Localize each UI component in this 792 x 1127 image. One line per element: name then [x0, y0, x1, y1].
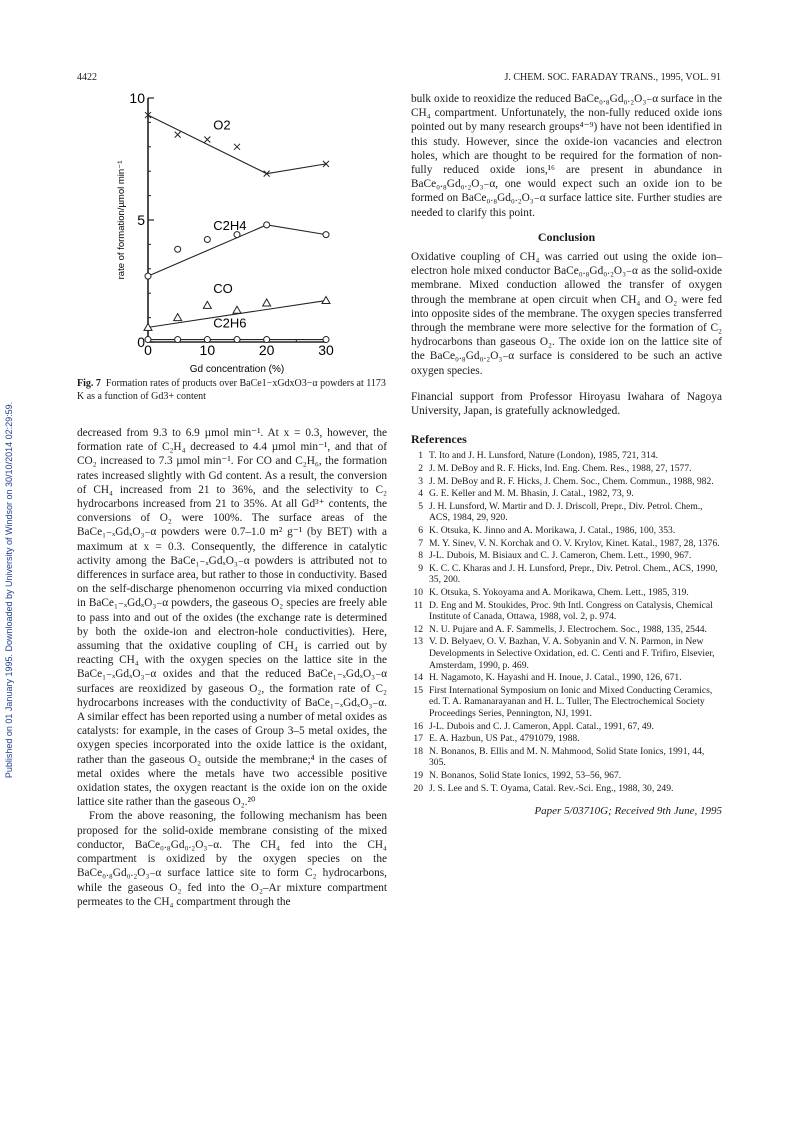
reference-item	[411, 721, 722, 733]
reference-text: H. Nagamoto, K. Hayashi and H. Inoue, J. Catal., 1990, 126, 671.	[429, 672, 682, 684]
reference-item	[411, 636, 722, 671]
reference-number: 2	[418, 463, 423, 475]
data-point-triangle	[174, 314, 182, 321]
reference-text: E. A. Hazbun, US Pat., 4791079, 1988.	[429, 733, 580, 745]
x-tick-label: 20	[258, 342, 275, 358]
figure-caption-label: Fig. 7	[77, 378, 101, 389]
reference-number: 18	[413, 745, 423, 757]
reference-text: N. Bonanos, Solid State Ionics, 1992, 53–56, 967.	[429, 769, 622, 781]
x-axis-label: Gd concentration (%)	[189, 364, 285, 375]
reference-number: 7	[418, 537, 423, 549]
reference-item	[411, 450, 722, 462]
reference-item	[411, 600, 722, 623]
reference-number: 16	[413, 720, 423, 732]
reference-text: K. Otsuka, S. Yokoyama and A. Morikawa, Chem. Lett., 1985, 319.	[429, 587, 689, 598]
data-point-triangle	[263, 299, 271, 306]
journal-header: J. CHEM. SOC. FARADAY TRANS., 1995, VOL. 91	[504, 72, 721, 83]
reference-number: 13	[413, 636, 423, 648]
reference-item	[411, 525, 722, 537]
reference-number: 8	[418, 550, 423, 562]
figure-caption	[77, 378, 387, 403]
reference-item	[411, 672, 722, 684]
reference-item	[411, 733, 722, 745]
y-axis-label: rate of formation/µmol min⁻¹	[116, 160, 127, 280]
reference-text: K. Otsuka, K. Jinno and A. Morikawa, J. Catal., 1986, 100, 353.	[429, 525, 676, 537]
reference-item	[411, 587, 722, 599]
reference-number: 14	[413, 672, 423, 684]
reference-item	[411, 685, 722, 720]
reference-item	[411, 463, 722, 475]
reference-item	[411, 488, 722, 500]
data-point-circle	[234, 337, 240, 343]
left-paragraph-1: decreased from 9.3 to 6.9 µmol min⁻¹. At x = 0.3, however, the formation rate of C₂H₄ decreased to 4.4 µmol min⁻¹, and that of CO₂ increased to 7.3 µmol min⁻¹. For CO and C₂H₆, the formation rates increased slightly with Gd content. As a result, the conversion of CH₄ increased from 21 to 36%, and the selectivity to C₂ hydrocarbons increased from 21 to 35%. At all Gd³⁺ contents, the conversions of O₂ were 100%. The surface areas of the BaCe₁₋ₓGdₓO₃₋α powders were 0.7–1.0 m² g⁻¹ (by BET) with a maximum at x = 0.3. Consequently, the difference in catalytic activity among the BaCe₁₋ₓGdₓO₃₋α powders is attributed not to differences in surface area, but rather to those in conductivity. Based on the self-discharge phenomenon occurring via mixed conduction in BaCe₁₋ₓGdₓO₃₋α powders, the gaseous O₂ species are freely able to pass into and out of the oxides (the exchange rate is determined by both the oxide-ion and electron-hole conductivities). Here, assuming that the oxidative coupling of CH₄ is carried out by reacting CH₄ with the oxygen species on the lattice site in the BaCe₁₋ₓGdₓO₃₋α oxides and that the reduced BaCe₁₋ₓGdₓO₃₋α surfaces are reoxidized by gaseous O₂, the formation rate of C₂ hydrocarbons increases with the conductivity of BaCe₁₋ₓGdₓO₃₋α. A similar effect has been reported using a number of metal oxides as catalysts: for example, in the cases of Group 3–5 metal oxides, the oxygen species incorporated into the oxide lattice is the oxidant, rather than the gaseous O₂ outside the membrane;⁴ in the cases of metal oxides where the metals have two accessible positive oxidation states, the oxygen reactant is the oxide ion on the oxide lattice site rather than the gaseous O₂.²⁰	[77, 427, 387, 809]
reference-item	[411, 550, 722, 562]
reference-text: T. Ito and J. H. Lunsford, Nature (London), 1985, 721, 314.	[429, 450, 658, 462]
data-point-circle	[204, 237, 210, 243]
y-tick-label: 0	[137, 334, 145, 350]
reference-text: D. Eng and M. Stoukides, Proc. 9th Intl. Congress on Catalysis, Chemical Institute of Canada, Ottawa, 1988, vol. 2, p. 974.	[429, 599, 713, 623]
series-label: C2H4	[213, 217, 247, 233]
paper-received: Paper 5/03710G; Received 9th June, 1995	[534, 805, 722, 818]
data-point-triangle	[203, 301, 211, 308]
reference-number: 11	[413, 599, 423, 611]
acknowledgement: Financial support from Professor Hiroyasu Iwahara of Nagoya University, Japan, is gratefully acknowledged.	[411, 390, 722, 418]
data-point-x	[204, 136, 210, 142]
reference-item	[411, 538, 722, 550]
reference-item	[411, 746, 722, 769]
right-column	[411, 92, 722, 818]
reference-text: V. D. Belyaev, O. V. Bazhan, V. A. Sobyanin and V. N. Parmon, in New Developments in Selective Oxidation, ed. C. Centi and F. Trifiro, Elsevier, Amsterdam, 1990, p. 469.	[429, 636, 715, 671]
reference-item	[411, 563, 722, 586]
reference-number: 19	[413, 769, 423, 781]
reference-text: G. E. Keller and M. M. Bhasin, J. Catal., 1982, 73, 9.	[429, 488, 634, 500]
y-tick-label: 10	[129, 90, 145, 106]
reference-text: J-L. Dubois, M. Bisiaux and C. J. Cameron, Chem. Lett., 1990, 967.	[429, 550, 692, 562]
figure-caption-text: Formation rates of products over BaCe1−xGdxO3−α powders at 1173 K as a function of Gd3+ content	[77, 378, 386, 402]
right-paragraph-1: bulk oxide to reoxidize the reduced BaCe₀.₈Gd₀.₂O₃₋α surface in the CH₄ compartment. Unfortunately, the non-fully reduced oxide ions pointed out by many research groups⁴⁻⁹) have not been identified in this study. However, since the oxide-ion vacancies and electron holes, which are thought to be required for the formation of non-fully reduced oxide ions,¹⁶ are present in abundance in BaCe₀.₈Gd₀.₂O₃₋α, one would expect such an oxide ion to be formed on BaCe₀.₈Gd₀.₂O₃₋α surface lattice site. Further studies are needed to clarify this point.	[411, 93, 722, 219]
reference-number: 9	[418, 562, 423, 574]
series-o2	[145, 112, 329, 177]
series-line	[148, 115, 326, 174]
references-heading: References	[411, 432, 467, 447]
figure-7-chart	[100, 88, 390, 378]
reference-text: N. U. Pujare and A. F. Sammells, J. Electrochem. Soc., 1988, 135, 2544.	[429, 623, 707, 635]
reference-number: 10	[413, 587, 423, 598]
reference-text: J-L. Dubois and C. J. Cameron, Appl. Catal., 1991, 67, 49.	[429, 720, 654, 732]
data-point-circle	[145, 273, 151, 279]
x-tick-label: 10	[199, 342, 216, 358]
data-point-circle	[175, 337, 181, 343]
page-number: 4422	[77, 72, 97, 83]
left-column	[77, 426, 387, 909]
reference-text: M. Y. Sinev, V. N. Korchak and O. V. Krylov, Kinet. Katal., 1987, 28, 1376.	[429, 537, 720, 549]
reference-text: J. S. Lee and S. T. Oyama, Catal. Rev.-Sci. Eng., 1988, 30, 249.	[429, 782, 674, 794]
reference-number: 17	[413, 733, 423, 745]
reference-text: J. M. DeBoy and R. F. Hicks, J. Chem. Soc., Chem. Commun., 1988, 982.	[429, 475, 714, 487]
reference-number: 1	[418, 450, 423, 462]
reference-item	[411, 783, 722, 795]
reference-item	[411, 770, 722, 782]
reference-text: K. C. C. Kharas and J. H. Lunsford, Prepr., Div. Petrol. Chem., ACS, 1990, 35, 200.	[429, 562, 718, 586]
data-point-circle	[323, 232, 329, 238]
reference-number: 20	[413, 782, 423, 794]
download-note: Published on 01 January 1995. Downloaded by University of Windsor on 30/10/2014 02:29:59.	[4, 401, 14, 779]
data-point-triangle	[233, 306, 241, 313]
reference-number: 15	[413, 684, 423, 696]
data-point-x	[175, 132, 181, 138]
data-point-x	[234, 144, 240, 150]
reference-number: 6	[418, 525, 423, 537]
data-point-triangle	[322, 297, 330, 304]
series-label: O2	[213, 117, 231, 133]
reference-number: 12	[413, 623, 423, 635]
left-paragraph-2: From the above reasoning, the following mechanism has been proposed for the solid-oxide membrane consisting of the mixed conductor, BaCe₀.₈Gd₀.₂O₃₋α. The CH₄ fed into the CH₄ compartment is oxidized by the oxygen species on the BaCe₀.₈Gd₀.₂O₃₋α surface lattice site to form C₂ hydrocarbons, while the gaseous O₂ fed into the O₂–Ar mixture compartment permeates to the CH₄ compartment through the	[77, 810, 387, 908]
conclusion-text: Oxidative coupling of CH₄ was carried out using the oxide ion–electron hole mixed conductor BaCe₀.₈Gd₀.₂O₃₋α as the solid-oxide membrane. Mixed conduction allowed the transfer of oxygen through the membrane at open circuit when CH₄ and O₂ were fed into opposite sides of the membrane. The oxygen species transferred through the membrane were more selective for the formation of C₂ hydrocarbons than gaseous O₂. The oxide ion on the lattice site of the BaCe₀.₈Gd₀.₂O₃₋α surface is considered to be such an active oxygen species.	[411, 251, 722, 377]
references-list	[411, 450, 722, 794]
reference-number: 3	[418, 475, 423, 487]
series-label: C2H6	[213, 315, 247, 331]
reference-text: N. Bonanos, B. Ellis and M. N. Mahmood, Solid State Ionics, 1991, 44, 305.	[429, 745, 705, 769]
reference-item	[411, 624, 722, 636]
reference-number: 5	[418, 500, 423, 512]
conclusion-heading: Conclusion	[537, 229, 596, 244]
reference-item	[411, 476, 722, 488]
data-point-circle	[175, 246, 181, 252]
reference-text: J. M. DeBoy and R. F. Hicks, Ind. Eng. Chem. Res., 1988, 27, 1577.	[429, 463, 692, 475]
data-point-circle	[264, 222, 270, 228]
x-tick-label: 0	[144, 342, 152, 358]
series-label: CO	[213, 281, 233, 297]
reference-text: J. H. Lunsford, W. Martir and D. J. Driscoll, Prepr., Div. Petrol. Chem., ACS, 1984, 29, 920.	[429, 500, 703, 524]
y-tick-label: 5	[137, 212, 145, 228]
reference-item	[411, 501, 722, 524]
reference-number: 4	[418, 488, 423, 500]
reference-text: First International Symposium on Ionic and Mixed Conducting Ceramics, ed. T. A. Ramanarayanan and H. L. Tuller, The Electrochemical Society Proceedings Series, Pennington, NJ, 1991.	[429, 684, 713, 719]
x-tick-label: 30	[318, 342, 334, 358]
download-watermark	[2, 100, 16, 1080]
